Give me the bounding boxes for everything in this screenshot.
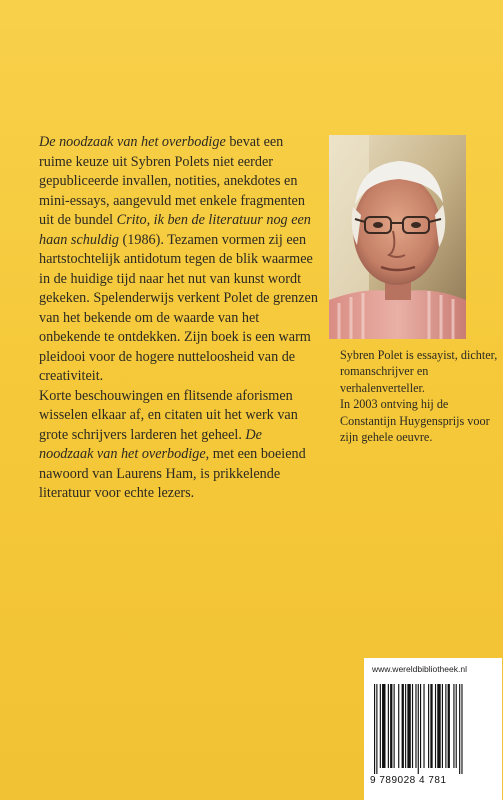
barcode-bar (453, 684, 454, 768)
barcode-area (364, 658, 502, 800)
barcode-icon (374, 684, 492, 774)
italic-title-run: De noodzaak van het overbodige (39, 426, 262, 462)
blurb-paragraph-2 (39, 387, 319, 504)
bio-line-1: Sybren Polet is essayist, dichter, romanschrijver en verhalenverteller. (340, 348, 498, 395)
isbn-digits: 9 789028 4 781 (370, 775, 447, 786)
barcode-bar (448, 684, 450, 768)
blurb-paragraph-1 (39, 133, 319, 387)
barcode-bar (412, 684, 413, 768)
barcode-bar (380, 684, 381, 768)
text-run: , met een boeiend nawoord van Laurens Ham, is prikkelende literatuur voor echte lezers. (39, 446, 306, 501)
publisher-url: www.wereldbibliotheek.nl (372, 664, 467, 674)
barcode-bar (435, 684, 436, 768)
bio-line-2: In 2003 ontving hij de Constantijn Huygensprijs voor zijn gehele oeuvre. (340, 397, 490, 445)
barcode-bar (459, 684, 460, 774)
italic-title-run: Crito, ik ben de literatuur nog een haan schuldig (39, 212, 311, 248)
barcode-bar (456, 684, 457, 768)
barcode-bar (423, 684, 424, 768)
barcode-bar (402, 684, 404, 768)
barcode-bar (437, 684, 440, 768)
barcode-bar (388, 684, 389, 768)
barcode-bar (442, 684, 443, 768)
barcode-bar (394, 684, 395, 768)
barcode-bar (390, 684, 392, 768)
barcode-bar (461, 684, 462, 774)
text-run: bevat een ruime keuze uit Sybren Polets niet eerder gepubliceerde invallen, notities, anekdotes en mini-essays, aangevuld met enkele fragmenten uit de bundel (39, 134, 305, 228)
barcode-bar (407, 684, 410, 768)
barcode-bar (430, 684, 432, 768)
barcode-bar (428, 684, 429, 768)
text-run: (1986). Tezamen vormen zij een hartstochtelijk antidotum tegen de blik waarmee in de huidige tijd naar het nut van kunst wordt gekeken. Spelenderwijs verkent Polet de grenzen van het bekende om de waarde van het onbekende te ontdekken. Zijn boek is een warm pleidooi voor de hogere nutteloosheid van de creativiteit. (39, 231, 318, 384)
back-cover-blurb (39, 133, 319, 504)
barcode-bar (398, 684, 399, 768)
author-photo (329, 135, 466, 339)
barcode-bar (418, 684, 419, 774)
barcode-bar (415, 684, 416, 768)
author-bio (340, 347, 500, 445)
barcode-bar (405, 684, 406, 768)
italic-title-run: De noodzaak van het overbodige (39, 134, 226, 150)
text-run: Korte beschouwingen en flitsende aforismen wisselen elkaar af, en citaten uit het werk van grote schrijvers larderen het geheel. (39, 387, 298, 443)
barcode-bar (374, 684, 375, 774)
barcode-bar (445, 684, 446, 768)
barcode-bar (376, 684, 377, 774)
author-portrait-image (329, 135, 466, 339)
barcode-bar (382, 684, 385, 768)
barcode-bar (420, 684, 421, 768)
